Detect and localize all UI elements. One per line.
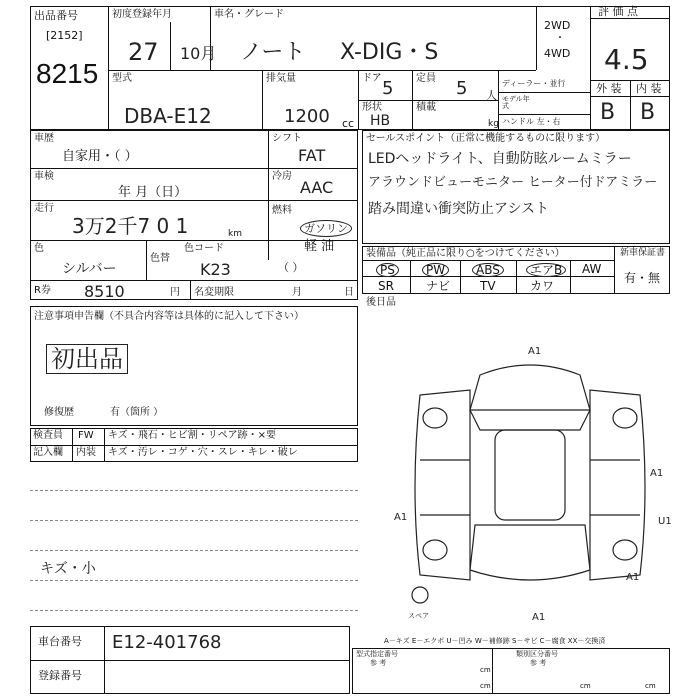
- interior-grade: B: [640, 100, 656, 125]
- doors-value: 5: [382, 78, 394, 99]
- ac-label: 冷房: [272, 171, 292, 182]
- equip-pw: PW: [422, 263, 449, 277]
- repair-value: 有（箇所 ）: [110, 407, 164, 418]
- color-value: シルバー: [62, 261, 117, 277]
- exterior-label: 外 装: [596, 82, 622, 95]
- selling-point-line-1: LEDヘッドライト、自動防眩ルームミラー: [368, 151, 632, 167]
- km-unit: km: [228, 229, 242, 239]
- doors-label: ドア: [362, 73, 382, 84]
- equip-sr: SR: [378, 279, 394, 293]
- dealer-label: ディーラー・並行: [502, 79, 566, 88]
- cm-3: cm: [645, 682, 656, 690]
- equip-abs: ABS: [472, 263, 504, 277]
- grade-eval-label: 評 価 点: [598, 5, 638, 18]
- color-no-label: 色替: [150, 253, 170, 264]
- fw-label: FW: [78, 430, 94, 441]
- equip-navi: ナビ: [426, 279, 451, 293]
- inspection-value: 年 月（日）: [118, 185, 188, 200]
- mark-right-mid: U1: [658, 516, 672, 527]
- fuel-circled: ガソリン: [300, 220, 352, 237]
- cm-1: cm: [480, 682, 491, 690]
- capacity-value: 5: [456, 78, 468, 99]
- shape-label: 形状: [362, 102, 382, 113]
- equip-aw: AW: [582, 262, 602, 276]
- mark-right-lower: A1: [626, 572, 640, 583]
- spare-label: スペア: [408, 612, 429, 620]
- handwritten-note: キズ・小: [40, 561, 96, 577]
- lot-label: 出品番号: [34, 9, 78, 22]
- name-change-label: 名変期限: [194, 287, 234, 298]
- equipment-label: 装備品（純正品に限り○をつけてください）: [366, 248, 565, 259]
- equip-airbag: エアB: [526, 263, 566, 277]
- mark-front: A1: [528, 346, 542, 357]
- equip-leather: カワ: [530, 279, 555, 293]
- notes-label: 注意事項申告欄（不具合内容等は具体的に記入して下さい）: [34, 311, 304, 322]
- ref-label-1: 参 考: [370, 659, 387, 667]
- category-label: 類別区分番号: [516, 650, 558, 658]
- notes-stamp: 初出品: [46, 344, 128, 374]
- shift-label: シフト: [272, 133, 302, 144]
- exterior-grade: B: [600, 100, 616, 125]
- warranty-label: 新車保証書: [620, 248, 666, 258]
- name-change-day: 日: [344, 287, 354, 298]
- model-designation-label: 型式指定番号: [356, 650, 398, 658]
- history-label: 車歴: [34, 133, 54, 144]
- ref-label-2: 参 考: [530, 659, 547, 667]
- grade-eval: 4.5: [604, 43, 649, 76]
- lot-code: [2152]: [46, 29, 83, 42]
- drive-dot: ・: [555, 33, 565, 44]
- mileage-label: 走行: [34, 203, 54, 214]
- selling-points-label: セールスポイント（正常に機能するものに限ります）: [366, 133, 606, 144]
- person-unit: 人: [486, 89, 497, 102]
- damage-legend: A－キズ E－エクボ U－凹み W－補修跡 S－サビ C－腐食 XX－交換済: [384, 637, 606, 645]
- fuel-label: 燃料: [272, 205, 292, 216]
- fuel-paren: （ ）: [278, 261, 304, 274]
- interior-items: キズ・汚レ・コゲ・穴・スレ・キレ・破レ: [108, 447, 298, 458]
- ac-value: AAC: [300, 178, 334, 197]
- color-code: K23: [200, 260, 231, 279]
- interior-label: 内 装: [636, 82, 662, 95]
- interior-inspect-label: 内装: [76, 447, 96, 458]
- equip-tv: TV: [480, 279, 496, 293]
- displacement-label: 排気量: [266, 73, 296, 84]
- shape-value: HB: [370, 113, 391, 129]
- mileage-value: 3万2千7 0 1: [72, 214, 189, 238]
- recycle-value: 8510: [84, 282, 125, 301]
- cm-2: cm: [580, 682, 591, 690]
- repair-label: 修復歴: [44, 407, 74, 418]
- car-grade: X-DIG・S: [340, 40, 439, 65]
- recycle-label: R券: [34, 285, 51, 296]
- warranty-value: 有・無: [624, 271, 661, 285]
- mark-rear: A1: [532, 612, 546, 623]
- cm-4: cm: [480, 666, 491, 674]
- first-reg-year: 27: [128, 38, 159, 66]
- load-label: 積載: [416, 102, 436, 113]
- chassis-label: 車台番号: [38, 635, 82, 648]
- model-label: 型式: [112, 73, 132, 84]
- fw-items: キズ・飛石・ヒビ割・リペア跡・×要: [108, 430, 276, 441]
- selling-point-line-2: アラウンドビューモニター ヒーター付ドアミラー: [368, 175, 658, 190]
- chassis-value: E12-401768: [112, 632, 222, 653]
- color-label: 色: [34, 243, 44, 254]
- car-name: ノート: [240, 40, 306, 65]
- history-value: 自家用・（ ）: [62, 149, 138, 164]
- reg-label: 登録番号: [38, 669, 82, 682]
- inspection-label: 車検: [34, 171, 54, 182]
- footer-right-block: [352, 648, 670, 694]
- car-damage-diagram: [380, 340, 690, 630]
- color-code-label: 色コード: [184, 243, 224, 254]
- capacity-label: 定員: [416, 73, 436, 84]
- selling-point-line-3: 踏み間違い衝突防止アシスト: [368, 201, 550, 217]
- car-name-label: 車名・グレード: [214, 9, 284, 20]
- cc-unit: cc: [342, 117, 355, 130]
- equip-ps: PS: [376, 263, 399, 277]
- first-reg-label: 初度登録年月: [112, 9, 172, 20]
- first-reg-month: 10月: [180, 44, 217, 63]
- entry-label: 記入欄: [33, 447, 63, 458]
- fuel-other: 軽 油: [304, 239, 335, 254]
- mark-right-upper: A1: [650, 468, 664, 479]
- displacement-value: 1200: [284, 106, 330, 127]
- model-value: DBA-E12: [124, 104, 212, 128]
- inspector-label: 検査員: [33, 430, 63, 441]
- yen-unit: 円: [170, 287, 180, 298]
- lot-number: 8215: [36, 58, 99, 89]
- model-year-label: モデル年式: [502, 95, 530, 110]
- drive-4wd: 4WD: [544, 47, 571, 60]
- shift-value: FAT: [298, 146, 326, 165]
- mark-left: A1: [394, 512, 408, 523]
- name-change-month: 月: [292, 287, 302, 298]
- drive-2wd: 2WD: [544, 19, 571, 32]
- kg-unit: kg: [488, 119, 499, 129]
- handle-label: ハンドル 左・右: [502, 117, 561, 126]
- after-items-label: 後日品: [366, 297, 396, 308]
